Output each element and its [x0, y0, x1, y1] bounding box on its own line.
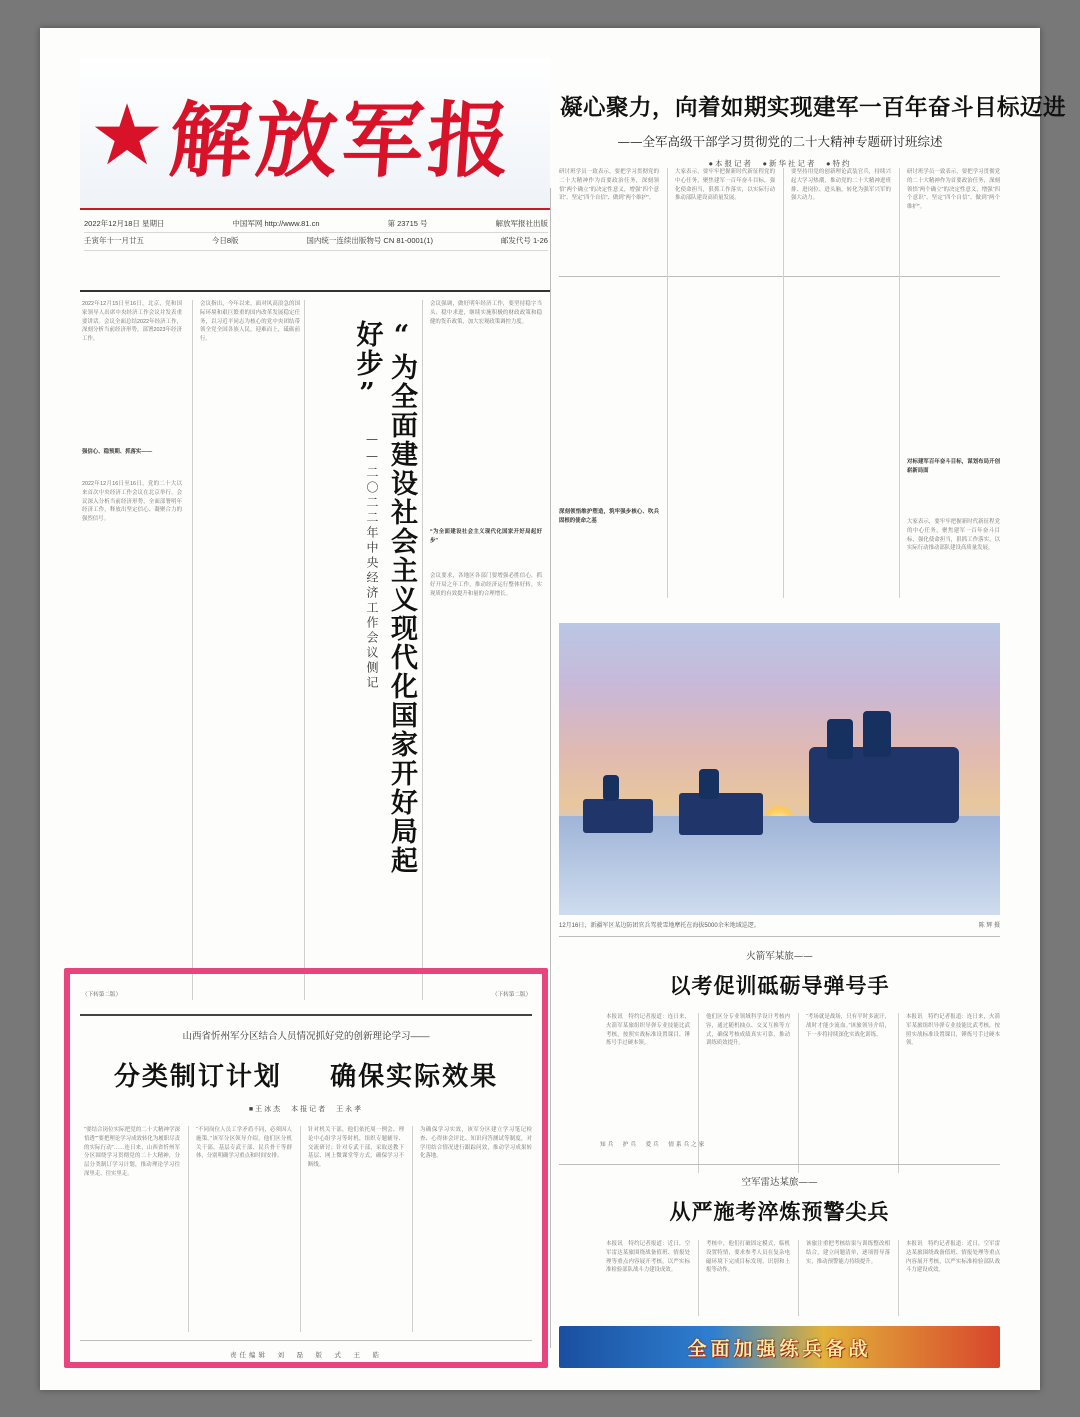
article-column: 本报讯 特约记者报道：近日，空军雷达某旅围绕战备值班、情报处理等重点内容展开考核，以严实标准检验部队战斗力建设成效。 [906, 1241, 1000, 1274]
photo-caption: 12月16日，新疆军区某边防团官兵驾驶雪地摩托在海拔5000余米地域巡逻。 [559, 923, 760, 929]
article-column: “不同岗位人员工学矛盾不同，必须因人施策。”该军分区领导介绍，他们区分机关干部、基层专武干部、民兵骨干等群体，分别明确学习重点和时间安排。 [196, 1127, 292, 1160]
top-story-header [560, 90, 1067, 169]
column-divider [304, 300, 305, 1000]
article-column: 会议要求，各地区各部门要增强必胜信心，抓好开局之年工作，推动经济运行整体好转，实现质的有效提升和量的合理增长。 [430, 573, 542, 597]
article-column: 要坚持用党的创新理论武装官兵，持续兴起大学习热潮，推动党的二十大精神进班排、进岗位、进头脑，转化为强军兴军的强大动力。 [791, 169, 891, 202]
article-column: “考场就是战场，只有平时多流汗，战时才能少流血。”该旅领导介绍，下一步将持续深化实战化训练。 [806, 1014, 890, 1038]
article-column: 考核中，他们打破固定模式，临机设置特情，要求参考人员在复杂电磁环境下完成目标发现、识别和上报等动作。 [706, 1241, 790, 1274]
publisher: 解放军报社出版 [495, 219, 548, 228]
divider [80, 290, 550, 292]
banner-text: 全面加强练兵备战 [687, 1337, 872, 1360]
article-column: 本报讯 特约记者报道：连日来，火箭军某旅组织导弹专业技能比武考核，按照实战标准设置课目，锤炼号手过硬本领。 [906, 1014, 1000, 1047]
top-story-byline: ●本报记者 ●新华社记者 ●特约 [708, 159, 852, 168]
red-star-icon: ★ [89, 88, 165, 182]
column-divider [667, 168, 668, 598]
rocket-story-footer: 知兵 护兵 爱兵 情系兵之家 [600, 1142, 707, 1148]
article-column: 大家表示，要牢牢把握新时代新征程党的中心任务，聚焦建军一百年奋斗目标，强化使命担当，狠抓工作落实，以实际行动推动部队建设高质量发展。 [675, 169, 775, 202]
article-jump-note: （下转第二版） [82, 992, 122, 998]
article-subheading: 强信心、稳预期、抓落实—— [82, 449, 153, 455]
newspaper-title: 解放军报 [166, 93, 517, 189]
article-column: 研讨班学员一致表示，要把学习贯彻党的二十大精神作为首要政治任务，深刻领悟“两个确立”的决定性意义，增强“四个意识”、坚定“四个自信”、做到“两个维护”。 [559, 169, 659, 202]
column-divider [192, 300, 193, 1000]
divider [80, 1340, 532, 1341]
article-column: “要结合岗位实际把党的二十大精神学深悟透”“要把理论学习成效转化为履职尽责的实际行动”……连日来，山西省忻州军分区围绕学习贯彻党的二十大精神，分层分类制订学习计划，推动理论学习往深里走、往实里走。 [84, 1127, 180, 1177]
issue-number: 第 23715 号 [387, 219, 428, 228]
column-divider [422, 300, 423, 1000]
divider [80, 1014, 532, 1016]
feature-vertical-subhead: ——二〇二二年中央经济工作会议侧记 [365, 432, 379, 691]
column-divider [188, 1126, 189, 1332]
photo-caption-row [559, 920, 1000, 929]
column-divider [798, 1013, 799, 1173]
divider [559, 1164, 1000, 1165]
feature-vertical-headline: “为全面建设社会主义现代化国家开好局起好步” [351, 320, 417, 875]
column-divider [898, 1240, 899, 1316]
article-subheading: 深刻领悟维护塑造，筑牢强步核心、吹兵固根的使命之基 [559, 509, 659, 524]
rocket-story-headline: 以考促训砥砺导弹号手 [669, 973, 890, 998]
column-divider [300, 1126, 301, 1332]
photo-credit: 陈 辉 摄 [978, 923, 1000, 929]
column-divider [898, 1013, 899, 1173]
divider [559, 936, 1000, 937]
article-column: 针对机关干部，他们依托周一例会、理论中心组学习等时机，组织专题辅导、交流研讨；针对专武干部，采取送教下基层、网上微课堂等方式，确保学习不断线。 [308, 1127, 404, 1168]
snowmobile-mid [679, 793, 763, 835]
article-column: 2022年12月15日至16日，北京，党和国家领导人出席中央经济工作会议并发表重要讲话。会议全面总结2022年经济工作，深刻分析当前经济形势，部署2023年经济工作。 [82, 301, 182, 342]
column-divider [783, 168, 784, 598]
soldier-figure [603, 775, 619, 801]
highlight-headline [80, 1056, 532, 1093]
top-story-subhead: ——全军高级干部学习贯彻党的二十大精神专题研讨班综述 [617, 134, 943, 149]
soldier-figure [827, 719, 853, 759]
photo-snow-patrol [559, 623, 1000, 915]
masthead [80, 58, 550, 273]
article-column: 他们区分专业领域科学设计考核内容，通过随机抽点、交叉互换等方式，确保考核成绩真实可靠，推动训练质效提升。 [706, 1014, 790, 1047]
highlight-kicker: 山西省忻州军分区结合人员情况抓好党的创新理论学习—— [182, 1031, 430, 1042]
rocket-story-kicker: 火箭军某旅—— [746, 951, 813, 962]
website: 中国军网 http://www.81.cn [232, 219, 320, 228]
article-column: 本报讯 特约记者报道：近日，空军雷达某旅围绕战备值班、情报处理等重点内容展开考核，以严实标准检验部队战斗力建设成效。 [606, 1241, 690, 1274]
radar-story-headline: 从严施考淬炼预警尖兵 [669, 1199, 890, 1224]
section-divider [550, 188, 551, 1348]
article-column: 大家表示，要牢牢把握新时代新征程党的中心任务，聚焦建军一百年奋斗目标，强化使命担当，狠抓工作落实，以实际行动推动部队建设高质量发展。 [907, 519, 1000, 552]
highlight-headline-left: 分类制订计划 [113, 1062, 282, 1092]
page-count: 今日8版 [211, 236, 239, 246]
article-subheading: “为全面建设社会主义现代化国家开好局起好步” [430, 529, 542, 544]
highlight-byline: ■王冰杰 本报记者 王永孝 [248, 1106, 364, 1113]
article-column: 2022年12月16日至16日，党的二十大以来首次中央经济工作会议在北京举行。会议深入分析当前经济形势，全面部署明年经济工作，释放出坚定信心、凝聚合力的强烈信号。 [82, 481, 182, 522]
serial-number: 国内统一连续出版物号 CN 81-0001(1) [306, 236, 434, 246]
masthead-meta-row [84, 233, 548, 250]
soldier-figure [863, 711, 891, 757]
article-column: 为确保学习实效，该军分区建立学习笔记检查、心得体会评比、知识问答测试等制度，对学用结合情况进行跟踪问效，推动学习成果转化落地。 [420, 1127, 532, 1160]
soldier-figure [699, 769, 719, 799]
masthead-meta [84, 216, 548, 251]
article-column: 该旅注重把考核结果与训练整改相结合，建立问题清单，逐项督导落实，推动预警能力持续提升。 [806, 1241, 890, 1265]
top-story-headline: 凝心聚力，向着如期实现建军一百年奋斗目标迈进 [560, 95, 1067, 121]
newspaper-sheet [40, 28, 1067, 1390]
article-column: 会议指出，今年以来，面对风高浪急的国际环境和艰巨繁重的国内改革发展稳定任务，以习近平同志为核心的党中央团结带领全党全国各族人民，迎难而上，砥砺前行。 [200, 301, 300, 342]
highlight-headline-right: 确保实际效果 [330, 1062, 499, 1092]
article-column: 研讨班学员一致表示，要把学习贯彻党的二十大精神作为首要政治任务，深刻领悟“两个确立”的决定性意义，增强“四个意识”、坚定“四个自信”、做到“两个维护”。 [907, 169, 1000, 210]
column-divider [899, 168, 900, 598]
bottom-banner [559, 1326, 1000, 1368]
column-divider [412, 1126, 413, 1332]
postal-code: 邮发代号 1-26 [500, 236, 548, 246]
highlight-footer: 责任编辑 刘 磊 版 式 王 皓 [230, 1352, 382, 1359]
issue-date: 2022年12月18日 星期日 [84, 219, 165, 228]
radar-story-kicker: 空军雷达某旅—— [741, 1177, 818, 1188]
article-column: 会议强调，做好明年经济工作，要坚持稳字当头、稳中求进，继续实施积极的财政政策和稳健的货币政策，加大宏观政策调控力度。 [430, 301, 542, 325]
article-subheading: 对标建军百年奋斗目标，谋划布局开创崭新局面 [907, 459, 1000, 474]
masthead-meta-row [84, 216, 548, 233]
column-divider [798, 1240, 799, 1316]
masthead-banner [80, 58, 550, 210]
snowmobile-left [583, 799, 653, 833]
column-divider [698, 1013, 699, 1173]
article-column: 本报讯 特约记者报道：连日来，火箭军某旅组织导弹专业技能比武考核，按照实战标准设置课目，锤炼号手过硬本领。 [606, 1014, 690, 1047]
lunar-date: 壬寅年十一月廿五 [84, 236, 144, 246]
article-jump-note-2: （下转第二版） [492, 992, 532, 998]
newspaper-page [40, 28, 1067, 1390]
column-divider [698, 1240, 699, 1316]
